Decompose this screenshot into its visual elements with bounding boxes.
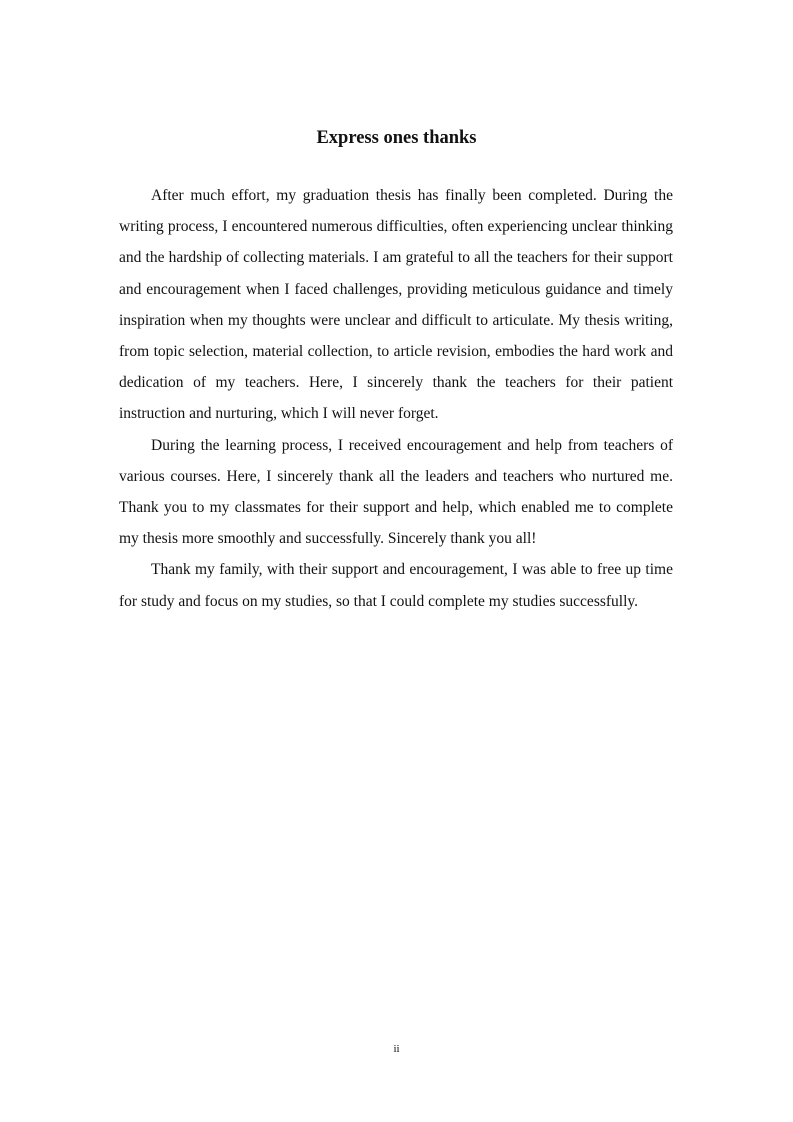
page-number: ii [393, 1043, 400, 1055]
paragraph-2: During the learning process, I received encouragement and help from teachers of various courses. Here, I sincerely thank all the leaders and teachers who nurtured me. Thank you to my classmates for their support and help, which enabled me to complete my thesis more smoothly and successfully. Sincerely thank you all! [119, 436, 673, 548]
paragraph-3: Thank my family, with their support and encouragement, I was able to free up time for study and focus on my studies, so that I could complete my studies successfully. [119, 561, 673, 610]
page-title: Express ones thanks [316, 128, 477, 148]
paragraph-1: After much effort, my graduation thesis has finally been completed. During the writing process, I encountered numerous difficulties, often experiencing unclear thinking and the hardship of collecting materials. I am grateful to all the teachers for their support and encouragement when I faced challenges, providing meticulous guidance and timely inspiration when my thoughts were unclear and difficult to articulate. My thesis writing, from topic selection, material collection, to article revision, embodies the hard work and dedication of my teachers. Here, I sincerely thank the teachers for their patient instruction and nurturing, which I will never forget. [119, 187, 673, 423]
acknowledgement-body [119, 180, 673, 617]
